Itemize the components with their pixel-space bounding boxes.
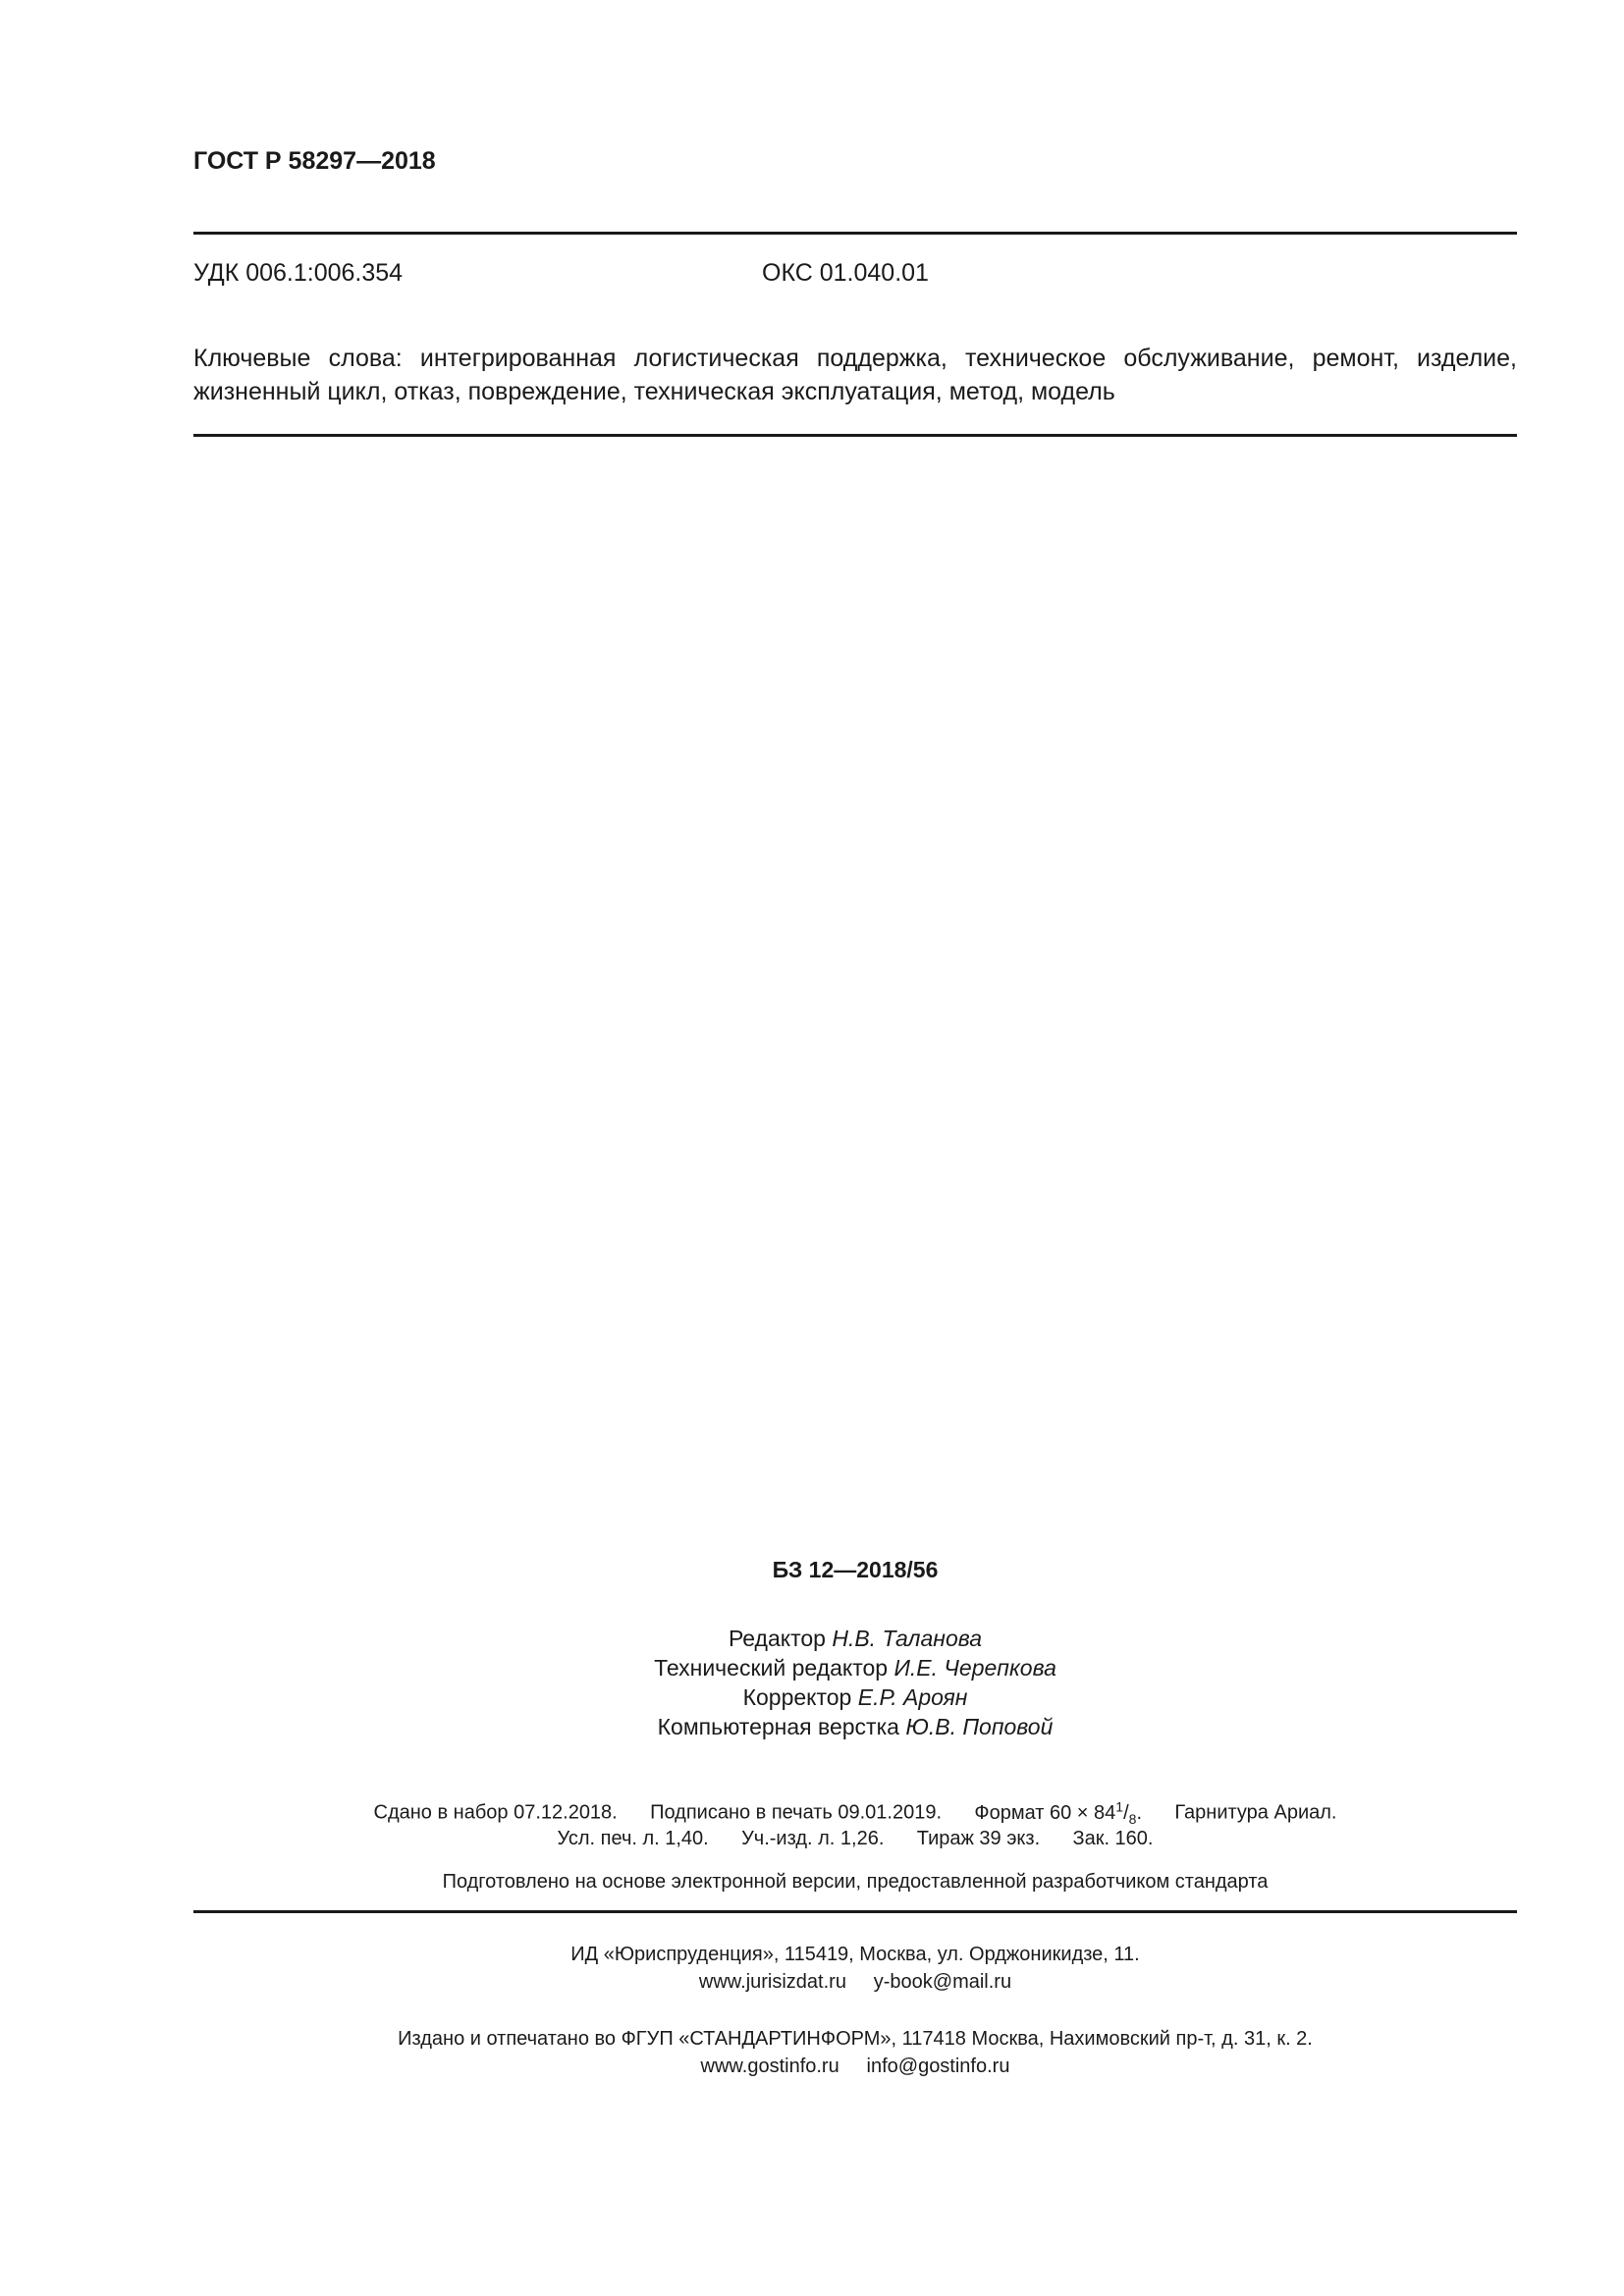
order-number: Зак. 160. [1072,1828,1154,1849]
credit-name: И.Е. Черепкова [893,1655,1056,1681]
credit-name: Н.В. Таланова [832,1626,983,1651]
publisher2-website[interactable]: www.gostinfo.ru [700,2056,839,2077]
publisher1-email[interactable]: y-book@mail.ru [873,1971,1012,1993]
publisher1-website[interactable]: www.jurisizdat.ru [698,1971,846,1993]
udk-code: УДК 006.1:006.354 [193,259,404,287]
typeface: Гарнитура Ариал. [1174,1801,1337,1824]
divider-bottom [193,1910,1517,1913]
format-value: Формат $60 \times 84^1/_8$. [974,1798,1142,1827]
credit-role: Редактор [728,1626,826,1651]
credit-layout [193,1714,1517,1740]
print-run: Тираж 39 экз. [916,1828,1041,1849]
publisher2-address: Издано и отпечатано во ФГУП «СТАНДАРТИНФОРМ», 117418 Москва, Нахимовский пр-т, д. 31, к. 2. [398,2028,1313,2050]
document-number: ГОСТ Р 58297—2018 [193,147,436,175]
publisher1-address: ИД «Юриспруденция», 115419, Москва, ул. Орджоникидзе, 11. [570,1944,1140,1965]
oks-code: ОКС 01.040.01 [762,259,929,287]
prepared-note: Подготовлено на основе электронной версии, предоставленной разработчиком стандарта [442,1871,1269,1893]
submitted-date: Сдано в набор 07.12.2018. [373,1801,618,1824]
print-details-line2 [193,1828,1517,1850]
credit-corrector [193,1684,1517,1711]
credit-tech-editor [193,1655,1517,1682]
print-sheets: Усл. печ. л. 1,40. [557,1828,709,1849]
publisher1-contacts [193,1971,1517,1994]
keywords-paragraph: Ключевые слова: интегрированная логистическая поддержка, техническое обслуживание, ремонт, изделие, жизненный цикл, отказ, повреждение, техническая эксплуатация, метод, модель [193,345,1517,405]
bz-number: БЗ 12—2018/56 [772,1557,939,1582]
print-details-line1 [193,1798,1517,1827]
credit-editor [193,1626,1517,1652]
divider-top [193,232,1517,235]
publisher-sheets: Уч.-изд. л. 1,26. [741,1828,885,1849]
divider-keywords [193,434,1517,437]
credit-role: Компьютерная верстка [657,1714,899,1739]
publisher2-email[interactable]: info@gostinfo.ru [866,2056,1010,2077]
signed-date: Подписано в печать 09.01.2019. [650,1801,943,1824]
credit-name: Е.Р. Ароян [857,1684,968,1710]
publisher2-contacts [193,2056,1517,2078]
credit-name: Ю.В. Поповой [905,1714,1054,1739]
credit-role: Технический редактор [654,1655,889,1681]
credit-role: Корректор [742,1684,852,1710]
